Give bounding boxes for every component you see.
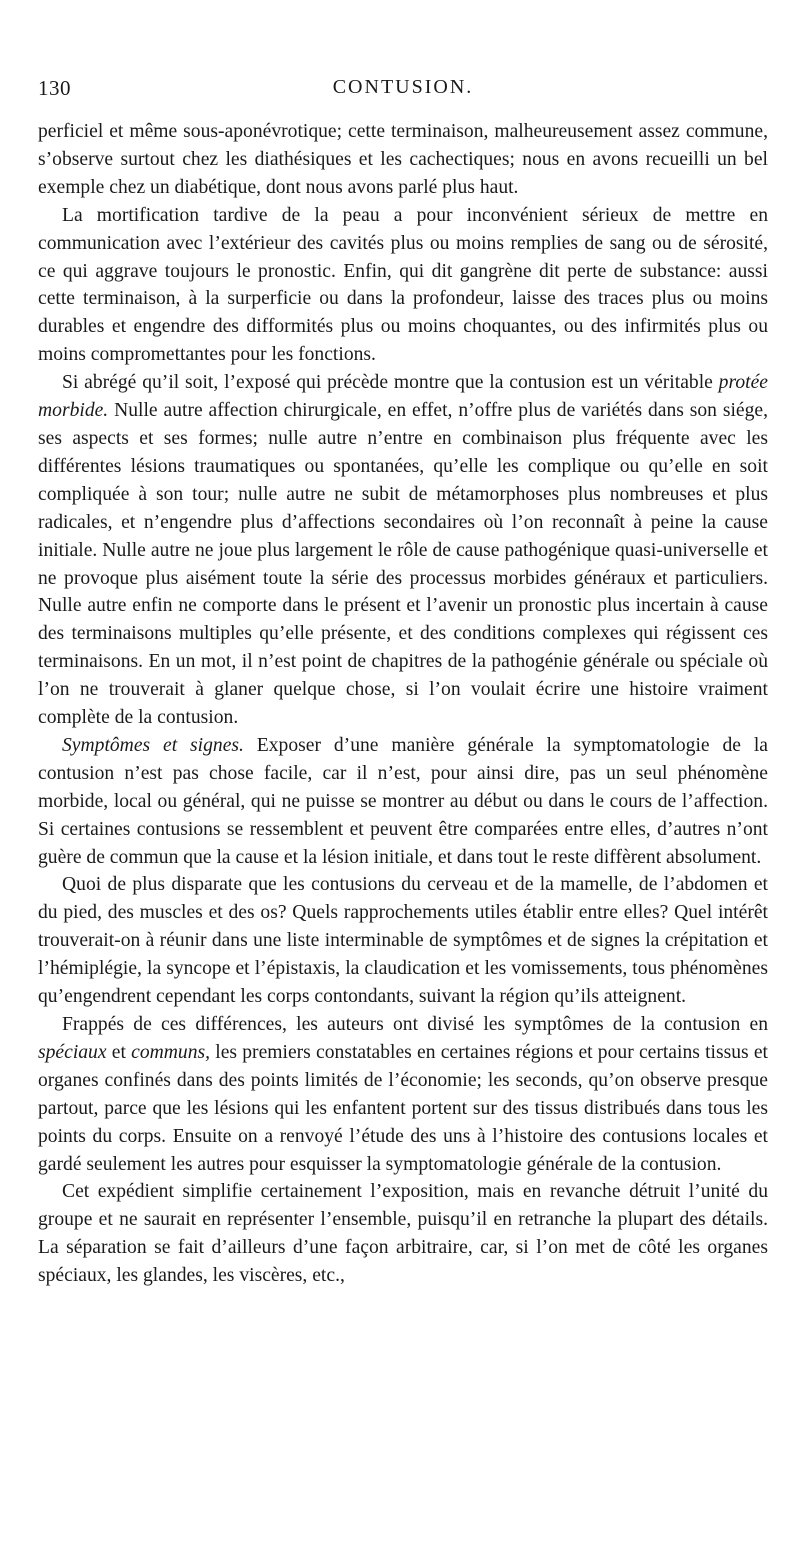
running-title: CONTUSION. [332,76,474,98]
page-number: 130 [38,76,71,100]
italic-protee-morbide: protée morbide. [38,372,768,422]
body-text [38,118,768,1290]
paragraph-6-end: les premiers constatables en certaines régions et pour certains tissus et organes confinés dans des points limités de l’économie; les seconds, qu’on observe presque partout, parce que les lésions qui les enfantent portent sur des tissus distribués dans tous les points du corps. Ensuite on a renvoyé l’étude des uns à l’histoire des contusions locales et gardé seulement les autres pour esquisser la symptomatologie générale de la contusion. [38,1041,768,1175]
italic-communs: communs, [131,1041,211,1063]
book-page [38,76,768,1290]
paragraph-6-middle: et [106,1041,132,1063]
paragraph-6 [38,1011,768,1178]
paragraph-7: Cet expédient simplifie certainement l’exposition, mais en revanche détruit l’unité du groupe et ne saurait en représenter l’ensemble, puisqu’il en retranche la plupart des détails. La séparation se fait d’ailleurs d’une façon arbitraire, car, si l’on met de côté les organes spéciaux, les glandes, les viscères, etc., [38,1181,768,1287]
paragraph-5: Quoi de plus disparate que les contusions du cerveau et de la mamelle, de l’abdomen et du pied, des muscles et des os? Quels rapprochements utiles établir entre elles? Quel intérêt trouverait-on à réunir dans une liste interminable de symptômes et de signes la crépitation et l’hémiplégie, la syncope et l’épistaxis, la claudication et les vomissements, tous phénomènes qu’engendrent cependant les corps contondants, suivant la région qu’ils atteignent. [38,874,768,1008]
paragraph-4 [38,732,768,872]
paragraph-2: La mortification tardive de la peau a pour inconvénient sérieux de mettre en communication avec l’extérieur des cavités plus ou moins remplies de sang ou de sérosité, ce qui aggrave toujours le pronostic. Enfin, qui dit gangrène dit perte de substance: aussi cette terminaison, à la surperficie ou dans la profondeur, laisse des traces plus ou moins durables et engendre des difformités plus ou moins choquantes, ou des infirmités plus ou moins compromettantes pour les fonctions. [38,204,768,366]
paragraph-3 [38,369,768,732]
paragraph-3-end: Nulle autre affection chirurgicale, en effet, n’offre plus de variétés dans son siége, ses aspects et ses formes; nulle autre n’entre en combinaison plus fréquente avec les différentes lésions traumatiques ou spontanées, qu’elle les complique ou qu’elle en soit compliquée à son tour; nulle autre ne subit de métamorphoses plus nombreuses et plus radicales, et n’engendre plus d’affections secondaires où l’on reconnaît à peine la cause initiale. Nulle autre ne joue plus largement le rôle de cause pathogénique quasi-universelle et ne provoque plus aisément toute la série des processus morbides généraux et particuliers. Nulle autre enfin ne comporte dans le présent et l’avenir un pronostic plus incertain à cause des terminaisons multiples qu’elle présente, et des conditions complexes qui régissent ces terminaisons. En un mot, il n’est point de chapitres de la pathogénie générale ou spéciale où l’on ne trouverait à glaner quelque chose, si l’on voulait écrire une histoire vraiment complète de la contusion. [38,400,768,729]
paragraph-6-start: Frappés de ces différences, les auteurs ont divisé les symptômes de la contusion en [62,1014,768,1035]
paragraph-1: perficiel et même sous-aponévrotique; cette terminaison, malheureusement assez commune, s’observe surtout chez les diathésiques et les cachectiques; nous en avons recueilli un bel exemple chez un diabétique, dont nous avons parlé plus haut. [38,121,768,198]
paragraph-4-text: Exposer d’une manière générale la symptomatologie de la contusion n’est pas chose facile, car il n’est, pour ainsi dire, pas un seul phénomène morbide, local ou général, qui ne puisse se montrer au début ou dans le cours de l’affection. Si certaines contusions se ressemblent et peuvent être comparées entre elles, d’autres n’ont guère de commun que la cause et la lésion initiale, et dans tout le reste diffèrent absolument. [38,734,768,868]
paragraph-3-start: Si abrégé qu’il soit, l’exposé qui précède montre que la contusion est un véritable [62,372,719,394]
section-heading-symptomes: Symptômes et signes. [62,734,244,756]
italic-speciaux: spéciaux [38,1041,107,1063]
page-header [38,76,768,110]
